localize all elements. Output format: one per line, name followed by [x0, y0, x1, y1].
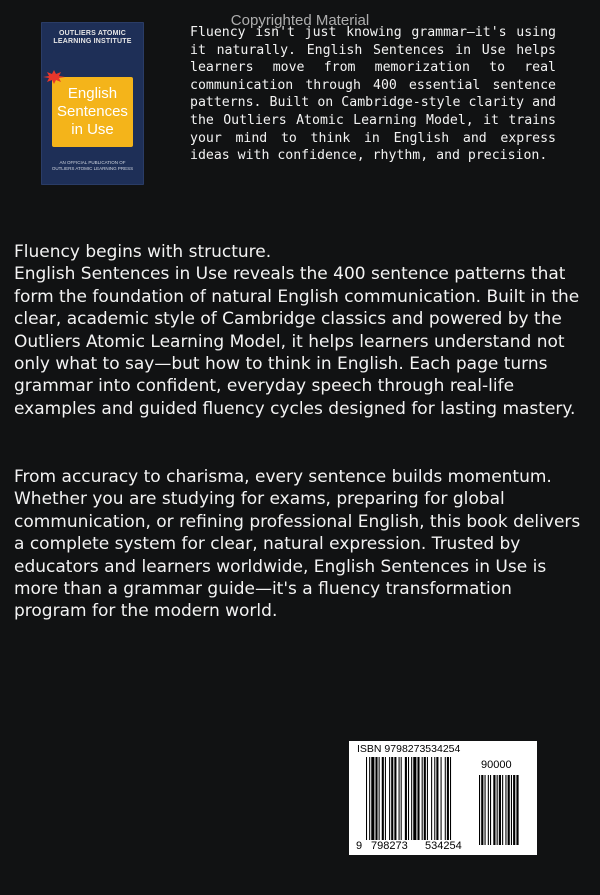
- cover-title-box: [52, 77, 133, 147]
- barcode-bar: [408, 757, 409, 840]
- isbn-barcode: [349, 741, 537, 855]
- barcode-digit-group-2: 534254: [425, 840, 462, 852]
- barcode-bars-graphic: [349, 741, 537, 855]
- barcode-bar: [445, 757, 446, 840]
- barcode-bar: [511, 775, 512, 845]
- barcode-digit-group-1: 798273: [371, 840, 408, 852]
- cover-institute-name: OUTLIERS ATOMIC LEARNING INSTITUTE: [53, 30, 132, 45]
- cover-thumbnail: [41, 22, 144, 185]
- barcode-bar: [417, 757, 419, 840]
- barcode-bar: [508, 775, 510, 845]
- barcode-bar: [436, 757, 438, 840]
- barcode-bar: [479, 775, 480, 845]
- new-starburst-icon: [43, 70, 65, 84]
- barcode-bar: [389, 757, 390, 840]
- barcode-bar: [485, 775, 486, 845]
- barcode-bar: [481, 775, 483, 845]
- barcode-bar: [424, 757, 426, 840]
- barcode-bar: [497, 775, 498, 845]
- barcode-bar: [401, 757, 402, 840]
- barcode-bar: [450, 757, 451, 840]
- paragraph-1-body: English Sentences in Use reveals the 400 sentence patterns that form the foundation of natural English communication. Built in the clear, academic style of Cambridge classics and powered by the Outliers Atomic Learning Model, it helps learners understand not only what to say—but how to think in English. Each page turns grammar into confident, everyday speech through real-life examples and guided fluency cycles designed for lasting mastery.: [14, 264, 580, 419]
- barcode-bar: [391, 757, 393, 840]
- intro-blurb: Fluency isn't just knowing grammar—it's using it naturally. English Sentences in Use helps learners move from memorization to real communication through 400 essential sentence patterns. Built on Cambridge-style clarity and the Outliers Atomic Learning Model, it trains your mind to think in English and express ideas with confidence, rhythm, and precision.: [190, 25, 556, 164]
- description-paragraph-1: [14, 241, 589, 420]
- barcode-bar: [413, 757, 416, 840]
- watermark-top: Copyrighted Material: [230, 12, 370, 29]
- price-code: 90000: [481, 759, 512, 771]
- barcode-bar: [493, 775, 495, 845]
- barcode-bar: [427, 757, 428, 840]
- barcode-bar: [488, 775, 489, 845]
- barcode-bar: [366, 757, 367, 840]
- barcode-bar: [375, 757, 377, 840]
- barcode-bar: [499, 775, 501, 845]
- barcode-bar: [513, 775, 515, 845]
- barcode-digit-prefix: 9: [356, 840, 363, 852]
- paragraph-2-heading: From accuracy to charisma, every sentence builds momentum.: [14, 467, 552, 487]
- barcode-bar: [394, 757, 396, 840]
- barcode-bar: [490, 775, 491, 845]
- barcode-bar: [516, 775, 518, 845]
- barcode-bar: [379, 757, 380, 840]
- description-paragraph-2: [14, 466, 589, 623]
- barcode-bar: [411, 757, 412, 840]
- isbn-label: ISBN 9798273534254: [357, 743, 461, 755]
- barcode-bar: [434, 757, 435, 840]
- paragraph-2-body: Whether you are studying for exams, preparing for global communication, or refining professional English, this book delivers a complete system for clear, natural expression. Trusted by educators and learners worldwide, English Sentences in Use is more than a grammar guide—it's a fluency transformation program for the modern world.: [14, 489, 581, 622]
- barcode-bar: [505, 775, 506, 845]
- barcode-bar: [382, 757, 384, 840]
- barcode-bar: [441, 757, 442, 840]
- barcode-bar: [405, 757, 407, 840]
- cover-title: English Sentences in Use: [57, 85, 128, 138]
- barcode-bar: [502, 775, 503, 845]
- paragraph-1-heading: Fluency begins with structure.: [14, 242, 272, 262]
- barcode-bar: [447, 757, 449, 840]
- barcode-bar: [385, 757, 386, 840]
- cover-publication-note: AN OFFICIAL PUBLICATION OF OUTLIERS ATOMIC LEARNING PRESS: [51, 160, 134, 171]
- barcode-bar: [431, 757, 432, 840]
- barcode-bar: [399, 757, 400, 840]
- barcode-bar: [369, 757, 370, 840]
- barcode-bar: [422, 757, 423, 840]
- barcode-bar: [371, 757, 374, 840]
